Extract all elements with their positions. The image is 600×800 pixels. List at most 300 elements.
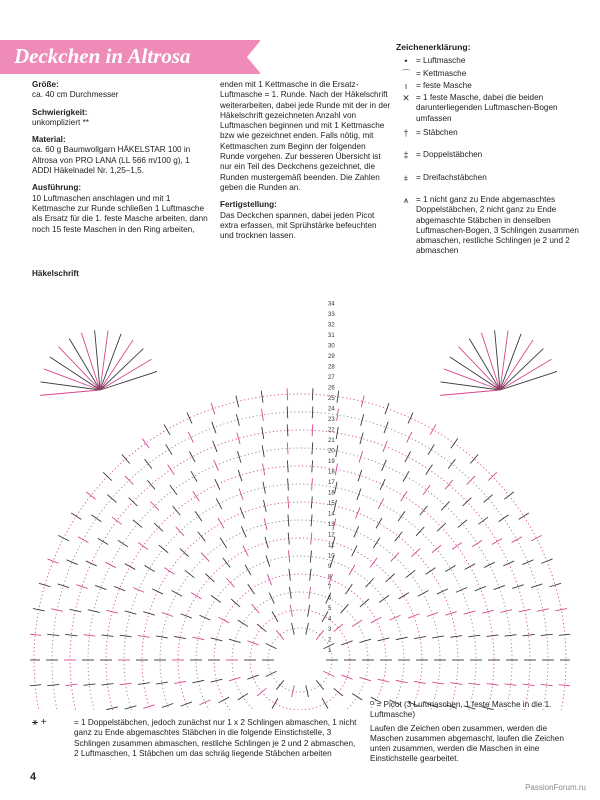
stitch-mark xyxy=(312,460,313,472)
stitch-mark xyxy=(147,480,155,489)
triple-treble-icon: ⧧ xyxy=(403,172,409,183)
stitch-mark xyxy=(289,587,291,599)
stitch-mark xyxy=(47,634,59,635)
stitch-mark xyxy=(399,593,409,599)
round-number-label: 29 xyxy=(328,354,335,360)
stitch-mark xyxy=(200,615,211,620)
legend-item xyxy=(396,69,581,79)
size-heading: Größe: xyxy=(32,80,59,89)
stitch-mark xyxy=(383,441,387,452)
size-text: ca. 40 cm Durchmesser xyxy=(32,90,119,100)
chain-round xyxy=(124,484,476,710)
double-crochet-icon: † xyxy=(403,128,409,139)
stitch-mark xyxy=(541,634,553,635)
round-number-label: 15 xyxy=(328,501,335,507)
chart-label: Häkelschrift xyxy=(32,269,79,278)
material-text: ca. 60 g Baumwollgarn HÄKELSTAR 100 in Altrosa von PRO LANA (LL 566 m/100 g), 1 ADDI Häkelnadel Nr. 1,25–1,5. xyxy=(32,145,191,176)
stitch-mark xyxy=(427,613,438,617)
stitch-mark xyxy=(33,609,45,611)
stitch-mark xyxy=(503,561,514,566)
legend-item xyxy=(396,195,581,257)
round-number-label: 33 xyxy=(328,312,335,318)
stitch-mark xyxy=(559,685,570,686)
watermark: PassionForum.ru xyxy=(525,783,586,792)
stitch-mark xyxy=(92,515,102,522)
legend-item xyxy=(396,150,581,160)
cluster-symbol-icon: ⚹ + xyxy=(32,717,47,728)
stitch-mark xyxy=(142,438,149,448)
round-number-label: 20 xyxy=(328,448,335,455)
stitch-mark xyxy=(287,424,288,436)
stitch-mark xyxy=(154,523,163,531)
stitch-mark xyxy=(191,593,201,599)
stitch-mark xyxy=(118,540,128,547)
stitch-mark xyxy=(263,482,265,494)
stitch-mark xyxy=(192,637,204,639)
stitch-mark xyxy=(541,559,552,563)
chain-round xyxy=(142,502,458,710)
stitch-mark xyxy=(88,610,100,613)
stitch-mark xyxy=(150,501,158,510)
materials-column xyxy=(32,80,210,235)
stitch-mark xyxy=(531,584,542,588)
stitch-mark xyxy=(494,585,505,589)
stitch-mark xyxy=(287,406,288,418)
round-number-label: 24 xyxy=(328,406,335,413)
chain-round xyxy=(34,394,566,710)
stitch-mark xyxy=(505,684,517,685)
crochet-chart xyxy=(30,280,570,710)
stitch-mark xyxy=(231,599,240,607)
stitch-mark xyxy=(112,517,122,524)
fan-stitch xyxy=(100,340,133,390)
stitch-mark xyxy=(468,635,480,637)
stitch-mark xyxy=(475,586,486,590)
round-number-label: 12 xyxy=(328,532,335,539)
legend-item xyxy=(396,93,581,124)
stitch-mark xyxy=(180,548,189,556)
stitch-mark xyxy=(512,537,522,543)
banner-notch xyxy=(247,40,261,74)
symbol-legend xyxy=(396,42,581,259)
round-number-label: 6 xyxy=(328,595,332,602)
stitch-mark xyxy=(138,636,150,638)
fan-stitch xyxy=(440,390,500,395)
stitch-mark xyxy=(247,675,258,679)
fan-stitch xyxy=(100,331,108,390)
stitch-mark xyxy=(257,624,266,632)
stitch-mark xyxy=(288,514,289,526)
round-number-label: 28 xyxy=(328,364,335,371)
stitch-mark xyxy=(266,555,270,566)
stitch-mark xyxy=(223,558,230,568)
stitch-mark xyxy=(83,684,95,685)
stitch-mark xyxy=(445,565,455,571)
stitch-mark xyxy=(445,480,453,489)
stitch-mark xyxy=(220,538,227,548)
stitch-mark xyxy=(172,591,183,597)
stitch-mark xyxy=(366,578,374,587)
stitch-mark xyxy=(143,612,154,616)
stitch-mark xyxy=(272,612,278,622)
stitch-mark xyxy=(292,623,295,635)
round-number-label: 21 xyxy=(328,438,335,444)
stitch-mark xyxy=(156,682,168,684)
stitch-mark xyxy=(30,634,41,635)
execution-heading: Ausführung: xyxy=(32,183,82,193)
stitch-mark xyxy=(164,568,174,575)
stitch-mark xyxy=(269,593,274,604)
stitch-mark xyxy=(341,641,352,645)
stitch-mark xyxy=(185,570,194,577)
stitch-mark xyxy=(47,684,59,685)
fan-stitch xyxy=(450,357,500,390)
slip-stitch-icon: ⌒ xyxy=(401,68,411,79)
legend-item xyxy=(396,81,581,91)
round-number-label: 14 xyxy=(328,511,335,518)
stitch-mark xyxy=(200,700,211,705)
cluster-stitch-icon: ⩚ xyxy=(403,194,409,205)
stitch-mark xyxy=(267,574,271,585)
round-number-label: 11 xyxy=(328,543,335,549)
stitch-mark xyxy=(241,526,246,537)
stitch-mark xyxy=(218,518,224,528)
instructions-continued: enden mit 1 Kettmasche in die Ersatz-Luftmasche = 1. Runde. Nach der Häkelschrift weiterarbeiten, dabei jede Runde mit der in der Häkelschrift gezeichneten Anzahl von Luftmaschen beginnen und mit 1 Kettmasche bzw wie gezeichnet enden. Falls nötig, mit Kettmaschen zum Beginn der folgenden Runde vorgehen. Zur besseren Übersicht ist nur ein Teil des Deckchens gezeichnet, die Runden mustergemäß beenden. Die Zahlen geben die Runden an. xyxy=(220,80,391,192)
stitch-mark xyxy=(378,498,384,509)
stitch-mark xyxy=(484,562,495,567)
round-number-label: 17 xyxy=(328,480,335,486)
stitch-mark xyxy=(289,569,290,581)
stitch-mark xyxy=(312,478,313,490)
stitch-mark xyxy=(83,635,95,636)
chain-icon: • xyxy=(404,56,408,67)
legend-text: = feste Masche xyxy=(416,80,472,90)
fan-stitch xyxy=(444,369,500,390)
stitch-mark xyxy=(418,591,429,597)
stitch-mark xyxy=(159,545,168,553)
stitch-mark xyxy=(504,492,513,499)
stitch-mark xyxy=(352,694,362,700)
cross-stitch-icon: ✕ xyxy=(402,93,410,104)
stitch-mark xyxy=(537,609,549,611)
stitch-mark xyxy=(288,478,289,490)
stitch-mark xyxy=(219,697,230,703)
stitch-mark xyxy=(337,391,339,403)
stitch-mark xyxy=(65,634,77,635)
stitch-mark xyxy=(262,409,264,421)
stitch-mark xyxy=(187,413,192,424)
fan-stitch xyxy=(40,390,100,395)
stitch-mark xyxy=(376,518,382,528)
fan-stitch xyxy=(100,359,152,390)
stitch-mark xyxy=(193,491,199,501)
chain-round xyxy=(88,448,512,710)
stitch-mark xyxy=(238,694,248,700)
stitch-mark xyxy=(86,561,97,566)
stitch-mark xyxy=(133,520,142,528)
stitch-mark xyxy=(67,560,78,565)
legend-item xyxy=(396,128,581,138)
stitch-mark xyxy=(152,589,163,594)
picot-note-text: ᴼ = Picot (3 Luftmaschen, 1 feste Masche in die 1. Luftmasche) xyxy=(370,700,552,720)
stitch-mark xyxy=(549,583,561,586)
stitch-mark xyxy=(189,451,195,462)
stitch-mark xyxy=(541,684,553,685)
legend-text: = Kettmasche xyxy=(416,68,467,78)
stitch-mark xyxy=(219,617,230,623)
round-number-label: 19 xyxy=(328,459,335,465)
legend-text: = Doppelstäbchen xyxy=(416,150,483,160)
stitch-mark xyxy=(531,535,542,540)
stitch-mark xyxy=(266,644,277,649)
stitch-mark xyxy=(170,485,177,495)
stitch-mark xyxy=(478,517,488,524)
stitch-mark xyxy=(292,685,295,697)
round-number-label: 34 xyxy=(328,301,335,308)
stitch-mark xyxy=(229,639,241,642)
stitch-mark xyxy=(322,698,328,708)
stitch-mark xyxy=(316,630,323,639)
stitch-mark xyxy=(310,551,311,563)
treble-crochet-icon: ‡ xyxy=(403,150,409,161)
page-title: Deckchen in Altrosa xyxy=(14,44,191,68)
stitch-mark xyxy=(107,495,116,503)
stitch-mark xyxy=(395,532,402,541)
legend-text: = Stäbchen xyxy=(416,128,458,138)
fan-stitch xyxy=(50,357,100,390)
fan-stitch xyxy=(500,334,521,390)
fan-stitch xyxy=(59,347,100,390)
stitch-mark xyxy=(133,587,144,592)
stitch-mark xyxy=(492,538,502,544)
stitch-mark xyxy=(379,595,389,602)
legend-text: = 1 feste Masche, dabei die beiden darunterliegenden Luftmaschen-Bogen umfassen xyxy=(416,93,558,123)
page-number: 4 xyxy=(30,771,37,783)
execution-text: 10 Luftmaschen anschlagen und mit 1 Kettmasche zur Runde schließen 1 Luftmasche als Ersatz für die 1. feste Masche arbeiten, dann noch 15 feste Maschen in den Ring arbeiten, xyxy=(32,193,208,234)
round-number-label: 22 xyxy=(328,427,335,434)
stitch-mark xyxy=(523,634,535,635)
stitch-mark xyxy=(456,587,467,592)
round-number-label: 3 xyxy=(328,627,332,633)
stitch-mark xyxy=(390,615,401,620)
round-number-label: 27 xyxy=(328,375,335,381)
stitch-mark xyxy=(166,444,172,454)
stitch-mark xyxy=(336,445,338,457)
stitch-mark xyxy=(215,479,220,490)
chain-round xyxy=(160,520,440,710)
stitch-mark xyxy=(384,422,388,433)
stitch-mark xyxy=(106,610,118,613)
round-number-label: 10 xyxy=(328,553,335,560)
stitch-mark xyxy=(398,511,405,521)
stitch-mark xyxy=(105,562,116,567)
fan-stitch xyxy=(44,369,100,390)
round-number-label: 18 xyxy=(328,469,335,476)
stitch-mark xyxy=(312,442,313,454)
chain-round xyxy=(106,466,494,710)
stitch-mark xyxy=(98,538,108,544)
stitch-mark xyxy=(464,611,476,614)
round-number-label: 25 xyxy=(328,396,335,402)
round-number-label: 5 xyxy=(328,606,332,612)
fan-stitch xyxy=(500,371,557,390)
stitch-mark xyxy=(192,680,204,682)
fan-stitch xyxy=(100,371,157,390)
title-banner xyxy=(0,40,260,74)
stitch-mark xyxy=(357,489,361,500)
stitch-mark xyxy=(386,574,395,582)
stitch-mark xyxy=(499,515,509,522)
cluster-note xyxy=(32,718,362,759)
fan-stitch xyxy=(69,338,100,390)
stitch-mark xyxy=(168,465,175,475)
stitch-mark xyxy=(356,507,360,518)
stitch-mark xyxy=(401,491,407,501)
stitch-mark xyxy=(71,513,81,519)
instructions-column xyxy=(220,80,392,241)
stitch-mark xyxy=(452,542,462,549)
stitch-mark xyxy=(238,620,248,626)
stitch-mark xyxy=(86,492,95,499)
stitch-mark xyxy=(312,406,313,418)
round-number-label: 2 xyxy=(328,637,332,644)
stitch-mark xyxy=(145,459,152,468)
finishing-text: Das Deckchen spannen, dabei jeden Picot extra erfassen, mit Sprühstärke befeuchten und trocknen lassen. xyxy=(220,210,377,241)
difficulty-text: unkompliziert ** xyxy=(32,117,89,127)
stitch-mark xyxy=(216,498,222,509)
round-number-label: 31 xyxy=(328,333,335,339)
stitch-mark xyxy=(559,634,570,635)
stitch-mark xyxy=(311,533,312,545)
stitch-mark xyxy=(174,636,186,638)
chain-round xyxy=(52,412,548,710)
stitch-mark xyxy=(211,403,215,414)
stitch-mark xyxy=(287,388,288,400)
round-number-label: 26 xyxy=(328,385,335,392)
legend-text: = 1 nicht ganz zu Ende abgemaschtes Doppelstäbchen, 2 nicht ganz zu Ende abgemaschte Stäbchen in denselben Luftmaschen-Bogen, 3 Schlingen zusammen abmaschen, restliche Schlingen je 2 und 2 abmaschen xyxy=(416,194,579,256)
stitch-mark xyxy=(408,614,419,618)
fan-stitch xyxy=(500,331,508,390)
stitch-mark xyxy=(70,609,82,612)
stitch-mark xyxy=(382,460,387,471)
stitch-mark xyxy=(102,635,114,637)
chart-layer xyxy=(30,302,570,711)
stitch-mark xyxy=(212,422,216,433)
round-number-label: 4 xyxy=(328,616,332,623)
stitch-mark xyxy=(205,574,214,582)
stitch-mark xyxy=(226,578,234,587)
round-number-label: 13 xyxy=(328,522,335,528)
stitch-mark xyxy=(334,624,343,632)
stitch-mark xyxy=(239,489,243,500)
stitch-mark xyxy=(213,441,217,452)
stitch-mark xyxy=(188,432,193,443)
finishing-heading: Fertigstellung: xyxy=(220,200,277,210)
stitch-mark xyxy=(359,451,362,462)
difficulty-heading: Schwierigkeit: xyxy=(32,107,88,117)
stitch-mark xyxy=(125,564,136,570)
stitch-mark xyxy=(458,520,467,528)
stitch-mark xyxy=(312,388,313,400)
stitch-mark xyxy=(522,560,533,565)
stitch-mark xyxy=(407,432,412,443)
chain-round xyxy=(178,538,422,710)
stitch-mark xyxy=(371,617,382,623)
stitch-mark xyxy=(144,565,154,571)
fan-stitch xyxy=(469,338,500,390)
stitch-mark xyxy=(448,459,455,468)
stitch-mark xyxy=(311,496,312,508)
stitch-mark xyxy=(426,465,433,475)
stitch-mark xyxy=(396,680,408,682)
stitch-mark xyxy=(385,403,389,414)
stitch-mark xyxy=(345,584,352,594)
round-number-label: 32 xyxy=(328,322,335,329)
fan-stitch xyxy=(41,382,100,390)
chain-round xyxy=(70,427,530,710)
stitch-mark xyxy=(243,545,248,556)
round-number-label: 8 xyxy=(328,574,332,581)
fan-stitch xyxy=(100,334,121,390)
stitch-mark xyxy=(237,433,240,445)
stitch-mark xyxy=(191,471,197,481)
stitch-mark xyxy=(423,485,430,495)
stitch-mark xyxy=(164,424,170,434)
fan-stitch xyxy=(500,349,543,390)
round-number-label: 7 xyxy=(328,585,332,591)
fan-stitch xyxy=(100,349,143,390)
stitch-mark xyxy=(181,702,192,706)
stitch-mark xyxy=(289,551,290,563)
stitch-mark xyxy=(380,479,385,490)
stitch-mark xyxy=(341,675,352,679)
stitch-mark xyxy=(120,635,132,637)
stitch-mark xyxy=(195,511,202,521)
stitch-mark xyxy=(370,558,377,568)
stitch-mark xyxy=(349,565,355,575)
stitch-mark xyxy=(414,636,426,638)
stitch-mark xyxy=(451,438,458,448)
stitch-mark xyxy=(248,584,255,594)
stitch-mark xyxy=(354,526,359,537)
round-number-label: 30 xyxy=(328,343,335,350)
stitch-mark xyxy=(125,611,137,614)
round-number-label: 16 xyxy=(328,490,335,497)
stitch-mark xyxy=(430,424,436,434)
stitch-mark xyxy=(311,514,312,526)
stitch-mark xyxy=(437,589,448,594)
stitch-mark xyxy=(288,496,289,508)
stitch-mark xyxy=(95,585,106,589)
round-number-label: 1 xyxy=(328,648,332,654)
fan-stitch xyxy=(500,359,552,390)
stitch-mark xyxy=(484,495,493,503)
stitch-mark xyxy=(261,391,263,403)
stitch-mark xyxy=(138,542,148,549)
fan-stitch xyxy=(459,347,500,390)
stitch-mark xyxy=(78,537,88,543)
chain-round xyxy=(268,628,332,692)
stitch-mark xyxy=(406,570,415,577)
stitch-mark xyxy=(290,605,292,617)
single-crochet-icon: ı xyxy=(404,80,408,91)
stitch-mark xyxy=(408,413,413,424)
stitch-mark xyxy=(432,545,441,553)
stitch-mark xyxy=(240,507,244,518)
stitch-mark xyxy=(316,680,323,689)
fan-stitch xyxy=(441,382,500,390)
stitch-mark xyxy=(352,545,357,556)
